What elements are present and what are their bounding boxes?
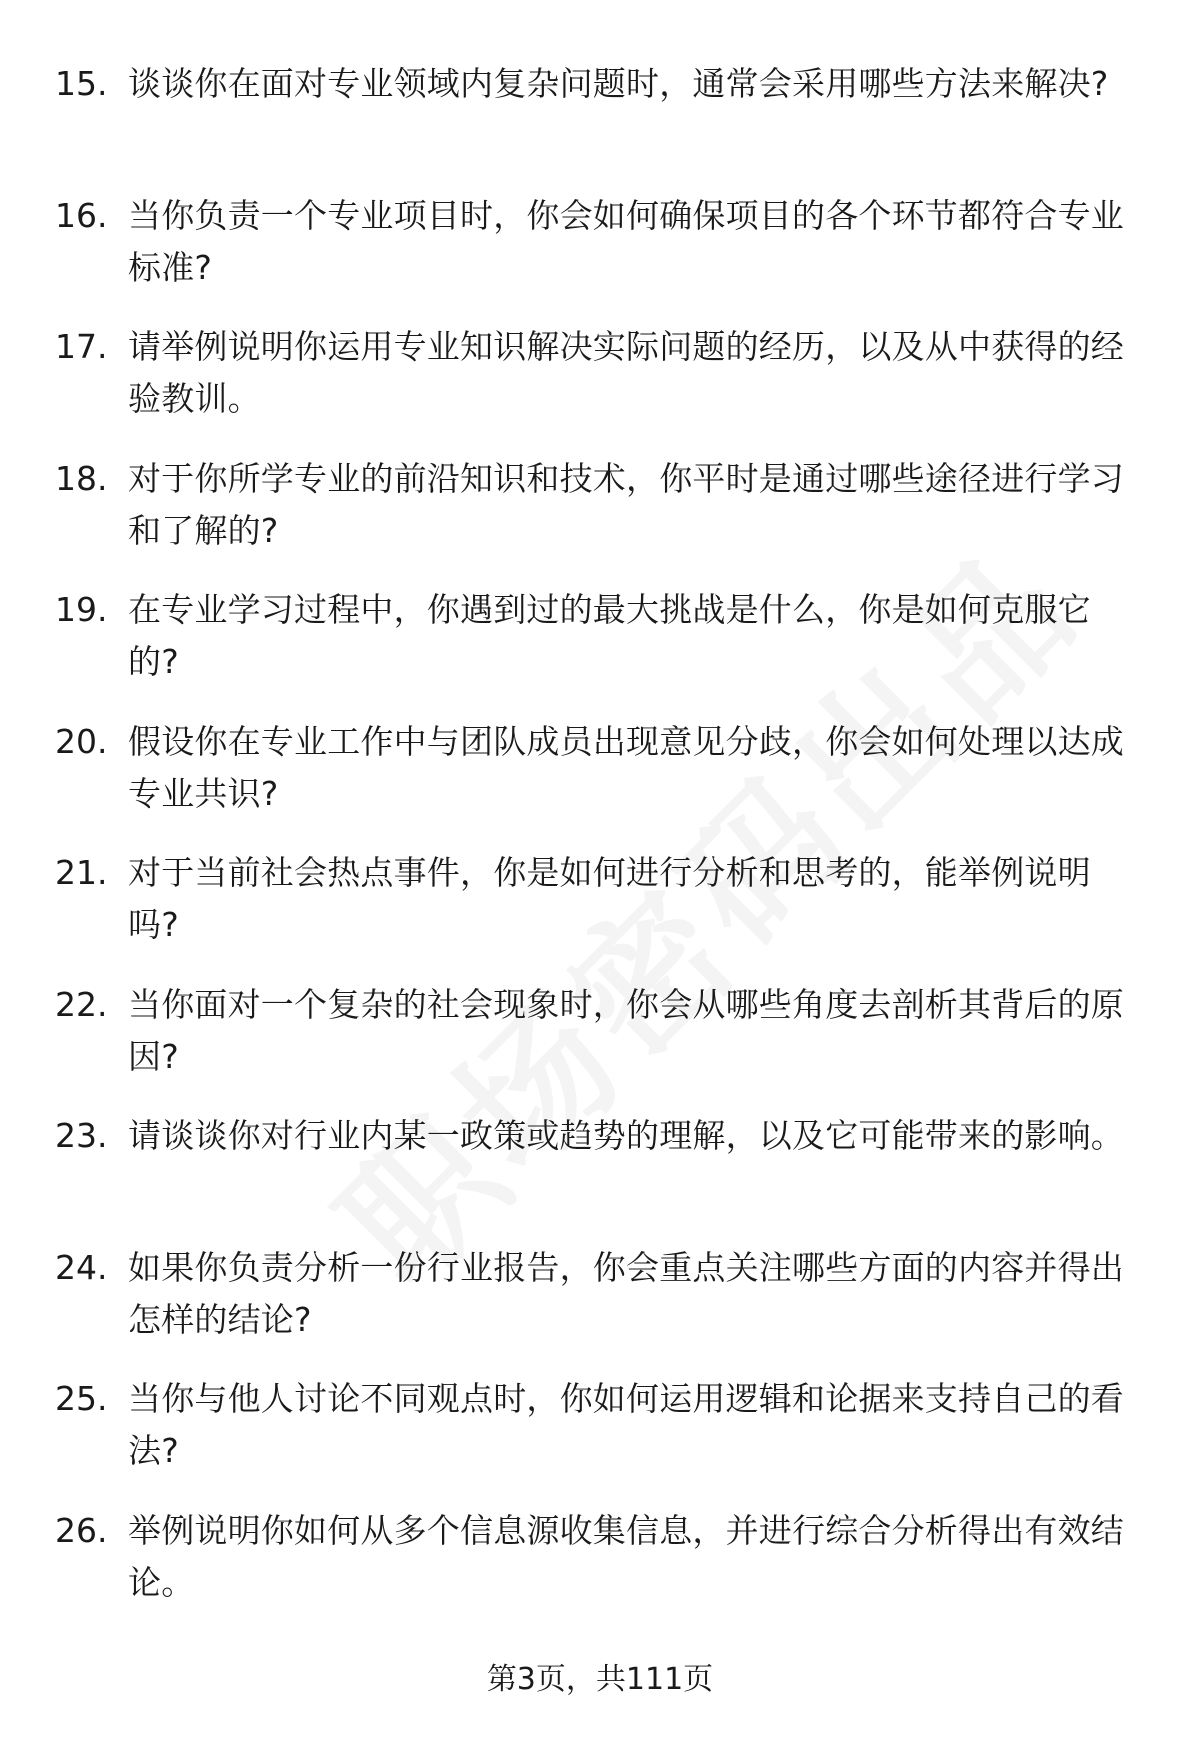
- question-text: 举例说明你如何从多个信息源收集信息，并进行综合分析得出有效结论。: [128, 1510, 1124, 1602]
- question-item: [0, 321, 1200, 453]
- page-footer: 第3页，共111页: [486, 1662, 714, 1697]
- question-text: 对于当前社会热点事件，你是如何进行分析和思考的，能举例说明吗?: [128, 853, 1091, 944]
- question-number: 19.: [55, 590, 108, 629]
- question-number: 22.: [55, 984, 108, 1024]
- question-number: 16.: [55, 195, 108, 235]
- question-item: [0, 1505, 1200, 1637]
- question-text: 假设你在专业工作中与团队成员出现意见分歧，你会如何处理以达成专业共识?: [128, 721, 1124, 813]
- question-number: 23.: [55, 1116, 108, 1155]
- question-number: 21.: [55, 853, 108, 892]
- question-item: [0, 58, 1200, 190]
- question-text: 对于你所学专业的前沿知识和技术，你平时是通过哪些途径进行学习和了解的?: [128, 458, 1124, 550]
- question-text: 如果你负责分析一份行业报告，你会重点关注哪些方面的内容并得出怎样的结论?: [128, 1247, 1124, 1339]
- question-item: [0, 979, 1200, 1111]
- question-number: 18.: [55, 458, 108, 498]
- question-item: [0, 1110, 1200, 1242]
- question-list: [0, 58, 1200, 1636]
- question-text: 当你面对一个复杂的社会现象时，你会从哪些角度去剖析其背后的原因?: [128, 984, 1124, 1076]
- question-item: [0, 1242, 1200, 1374]
- question-number: 17.: [55, 327, 108, 366]
- question-text: 当你与他人讨论不同观点时，你如何运用逻辑和论据来支持自己的看法?: [128, 1379, 1124, 1470]
- question-item: [0, 716, 1200, 848]
- question-text: 谈谈你在面对专业领域内复杂问题时，通常会采用哪些方法来解决?: [128, 64, 1109, 103]
- question-number: 15.: [55, 64, 108, 103]
- question-number: 26.: [55, 1510, 108, 1550]
- question-text: 在专业学习过程中，你遇到过的最大挑战是什么，你是如何克服它的?: [128, 590, 1091, 681]
- question-item: [0, 1373, 1200, 1505]
- question-item: [0, 190, 1200, 322]
- question-number: 24.: [55, 1247, 108, 1287]
- question-text: 当你负责一个专业项目时，你会如何确保项目的各个环节都符合专业标准?: [128, 195, 1124, 287]
- question-number: 25.: [55, 1379, 108, 1418]
- question-item: [0, 453, 1200, 585]
- question-text: 请谈谈你对行业内某一政策或趋势的理解，以及它可能带来的影响。: [128, 1116, 1124, 1155]
- question-item: [0, 584, 1200, 716]
- question-text: 请举例说明你运用专业知识解决实际问题的经历，以及从中获得的经验教训。: [128, 327, 1124, 418]
- question-number: 20.: [55, 721, 108, 761]
- question-item: [0, 847, 1200, 979]
